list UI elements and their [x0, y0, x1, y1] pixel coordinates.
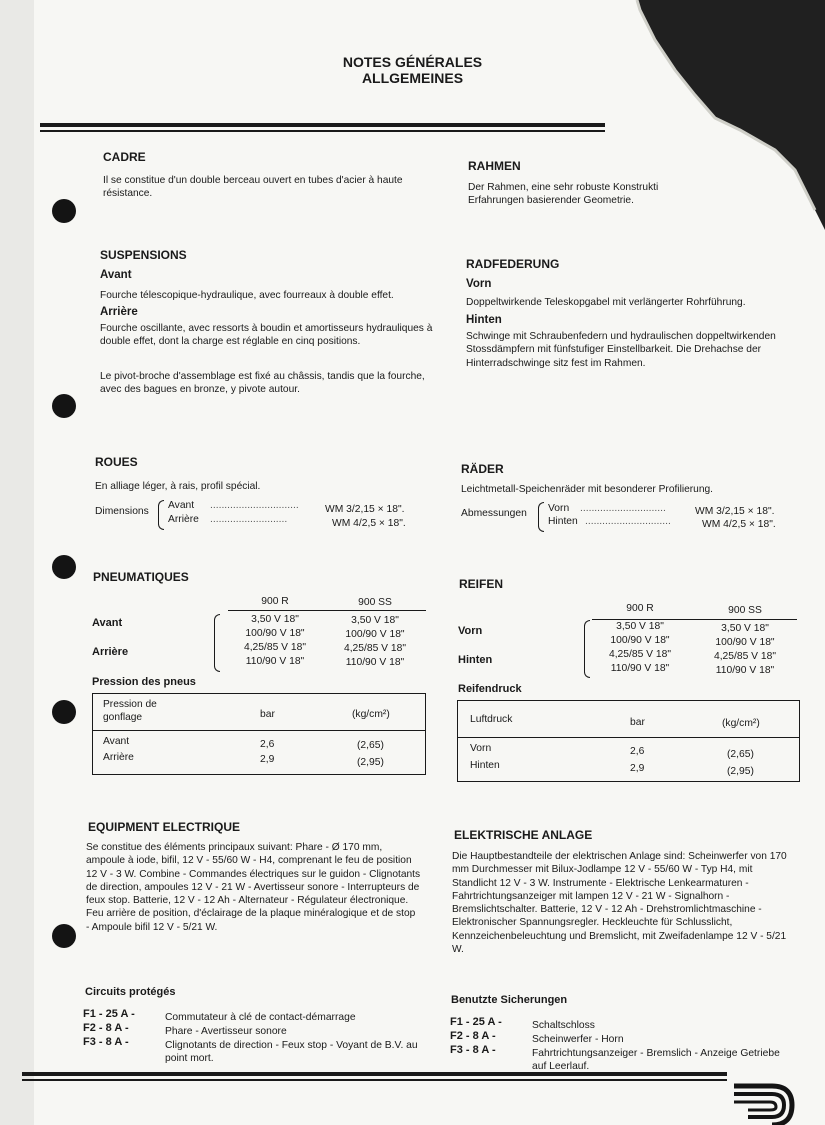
- fuse-code: F3 - 8 A -: [83, 1036, 129, 1048]
- suspension-rear-text: Fourche oscillante, avec ressorts à boudin et amortisseurs hydrauliques à double effet, dont la charge est réglable en cinq positions.: [100, 323, 433, 348]
- section-heading-radfederung: RADFEDERUNG: [466, 257, 560, 271]
- pressure-row-kg: (2,65): [357, 740, 384, 751]
- tyre-size-900ss: 3,50 V 18": [721, 623, 769, 634]
- tyre-col-900ss: 900 SS: [728, 605, 762, 616]
- binder-hole: [52, 394, 76, 418]
- pressure-heading: Reifendruck: [458, 683, 522, 695]
- section-heading-rahmen: RAHMEN: [468, 159, 521, 173]
- roues-text: En alliage léger, à rais, profil spécial.: [95, 481, 261, 492]
- fuse-desc: Fahrtrichtungsanzeiger - Bremslich - Anzeige Getriebe auf Leerlauf.: [532, 1048, 780, 1072]
- raeder-text: Leichtmetall-Speichenräder mit besonderer Profilierung.: [461, 484, 713, 495]
- rahmen-text: Der Rahmen, eine sehr robuste Konstrukti Erfahrungen basierender Geometrie.: [468, 182, 659, 207]
- tyre-size-900r: 3,50 V 18": [251, 614, 299, 625]
- fuse-code: F1 - 25 A -: [450, 1016, 502, 1028]
- pressure-row-label: Vorn: [470, 743, 492, 754]
- pressure-col-label: Pression de gonflage: [103, 699, 157, 724]
- fuse-desc: Scheinwerfer - Horn: [532, 1034, 624, 1045]
- roues-dimensions-label: Dimensions: [95, 506, 149, 517]
- fuse-heading: Circuits protégés: [85, 986, 176, 998]
- fuse-desc: Commutateur à clé de contact-démarrage: [165, 1012, 356, 1023]
- fuse-desc: Clignotants de direction - Feux stop - Voyant de B.V. au point mort.: [165, 1040, 418, 1064]
- footer-rule: [22, 1079, 727, 1081]
- binder-hole: [52, 199, 76, 223]
- section-heading-roues: ROUES: [95, 455, 138, 469]
- cadre-text: Il se constitue d'un double berceau ouvert en tubes d'acier à haute résistance.: [103, 175, 403, 200]
- brace: [214, 614, 220, 672]
- raeder-row-label: Hinten: [548, 516, 578, 527]
- pressure-row-label: Avant: [103, 736, 130, 747]
- tyre-size-900r: 3,50 V 18": [616, 621, 664, 632]
- table-rule: [457, 737, 800, 738]
- tyre-size-900r: 100/90 V 18": [610, 635, 670, 646]
- suspension-rear-label: Arrière: [100, 306, 138, 318]
- tyre-size-900ss: 100/90 V 18": [345, 629, 405, 640]
- section-heading-raeder: RÄDER: [461, 462, 504, 476]
- section-heading-equipment-electrique: EQUIPMENT ELECTRIQUE: [88, 820, 241, 834]
- pressure-col-bar: bar: [630, 717, 645, 728]
- raeder-row-value: WM 4/2,5 × 18".: [702, 519, 776, 530]
- pressure-col-kg: (kg/cm²): [352, 709, 390, 720]
- section-heading-suspensions: SUSPENSIONS: [100, 248, 187, 262]
- dot-leader: ...............................: [210, 500, 299, 511]
- pressure-row-bar: 2,6: [630, 746, 645, 757]
- roues-row-value: WM 3/2,15 × 18".: [325, 504, 405, 515]
- brace: [538, 502, 544, 532]
- tyre-size-900ss: 4,25/85 V 18": [343, 643, 407, 654]
- binder-hole: [52, 555, 76, 579]
- tyre-row-label: Avant: [92, 617, 123, 629]
- elec-text-de: Die Hauptbestandteile der elektrischen Anlage sind: Scheinwerfer von 170 mm Durchmesser mit Bilux-Jodlampe 12 V - 55/60 W - Typ H4, mit Standlicht 12 V - 3 W. Instrumente - Elektrische Lenkearmaturen - Fahrtrichtungsanzeiger mit lampen 12 V - 21 W - Signalhorn - Bremslichtschalter. Batterie, 12 V - 12 Ah - Drehstromlichtmaschine - Elektronischer Spannungsregler. Heckleuchte für Schlusslicht, Kennzeichenbeleuchtung und Bremslicht, mit Zweifadenlampe 12 V - 5/21 W.: [452, 851, 787, 956]
- dot-leader: ..............................: [585, 516, 671, 527]
- section-heading-pneumatiques: PNEUMATIQUES: [93, 570, 189, 584]
- brace: [158, 500, 164, 530]
- footer-rule: [22, 1072, 727, 1076]
- pressure-col-label: Luftdruck: [470, 714, 513, 725]
- fuse-heading: Benutzte Sicherungen: [451, 994, 568, 1006]
- header-rule: [40, 123, 605, 127]
- brand-logo-icon: [728, 1080, 798, 1125]
- table-rule: [92, 730, 426, 731]
- section-heading-cadre: CADRE: [103, 150, 146, 164]
- pressure-row-label: Hinten: [470, 760, 500, 771]
- radfederung-rear-text: Schwinge mit Schraubenfedern und hydraulischen doppeltwirkenden Stossdämpfern mit fünfstufiger Einstellbarkeit. Die Drehachse der Hinterradschwinge sitz fest im Rahmen.: [466, 331, 776, 369]
- tyre-col-900ss: 900 SS: [358, 597, 392, 608]
- tyre-size-900ss: 3,50 V 18": [351, 615, 399, 626]
- header-rule: [40, 130, 605, 132]
- fuse-code: F1 - 25 A -: [83, 1008, 135, 1020]
- tyre-size-900ss: 110/90 V 18": [715, 665, 775, 676]
- tyre-size-900ss: 110/90 V 18": [345, 657, 405, 668]
- fuse-desc: Phare - Avertisseur sonore: [165, 1026, 287, 1037]
- pressure-row-kg: (2,95): [357, 757, 384, 768]
- suspension-pivot-text: Le pivot-broche d'assemblage est fixé au châssis, tandis que la fourche, avec des bagues en bronze, y pivote autour.: [100, 371, 425, 396]
- radfederung-front-text: Doppeltwirkende Teleskopgabel mit verlängerter Rohrführung.: [466, 297, 746, 308]
- table-rule: [228, 610, 426, 611]
- fuse-code: F3 - 8 A -: [450, 1044, 496, 1056]
- pressure-row-bar: 2,6: [260, 739, 275, 750]
- raeder-dimensions-label: Abmessungen: [461, 508, 527, 519]
- tyre-size-900r: 110/90 V 18": [245, 656, 305, 667]
- binder-hole: [52, 924, 76, 948]
- fuse-desc: Schaltschloss: [532, 1020, 595, 1031]
- pressure-row-label: Arrière: [103, 752, 134, 763]
- pressure-row-bar: 2,9: [630, 763, 645, 774]
- fuse-code: F2 - 8 A -: [83, 1022, 129, 1034]
- tyre-size-900r: 100/90 V 18": [245, 628, 305, 639]
- tyre-row-label: Arrière: [92, 646, 129, 658]
- pressure-row-kg: (2,95): [727, 766, 754, 777]
- tyre-col-900r: 900 R: [261, 596, 289, 607]
- tyre-size-900ss: 100/90 V 18": [715, 637, 775, 648]
- raeder-row-label: Vorn: [548, 503, 570, 514]
- tyre-row-label: Vorn: [458, 625, 483, 637]
- section-heading-reifen: REIFEN: [459, 577, 504, 591]
- dot-leader: ...........................: [210, 514, 288, 525]
- binder-hole: [52, 700, 76, 724]
- fuse-code: F2 - 8 A -: [450, 1030, 496, 1042]
- pressure-heading: Pression des pneus: [92, 676, 196, 688]
- tyre-row-label: Hinten: [458, 654, 493, 666]
- elec-text-fr: Se constitue des éléments principaux suivant: Phare - Ø 170 mm, ampoule à iode, bifil, 12 V - 55/60 W - H4, comprenant le feu de position 12 V - 3 W. Combine - Commandes électriques sur le guidon - Clignotants de direction, ampoules 12 V - 21 W - Avertisseur sonore - Interrupteurs de feux stop. Batterie, 12 V - 12 Ah - Alternateur - Régulateur électronique. Feu arrière de position, d'éclairage de la plaque minéralogique et de stop - Ampoule bifil 12 V - 5/21 W.: [86, 842, 421, 933]
- tyre-size-900r: 4,25/85 V 18": [243, 642, 307, 653]
- radfederung-rear-label: Hinten: [466, 314, 502, 326]
- roues-row-value: WM 4/2,5 × 18".: [332, 518, 406, 529]
- page-title-fr: NOTES GÉNÉRALES: [342, 54, 483, 70]
- table-rule: [592, 619, 797, 620]
- fuse-list-de: [450, 1016, 795, 1076]
- pressure-col-bar: bar: [260, 709, 275, 720]
- tyre-size-900r: 110/90 V 18": [610, 663, 670, 674]
- dot-leader: ..............................: [580, 503, 666, 514]
- roues-row-label: Arrière: [168, 514, 199, 525]
- suspension-front-label: Avant: [100, 269, 132, 281]
- roues-row-label: Avant: [168, 500, 195, 511]
- radfederung-front-label: Vorn: [466, 278, 492, 290]
- suspension-front-text: Fourche télescopique-hydraulique, avec fourreaux à double effet.: [100, 290, 394, 301]
- tyre-col-900r: 900 R: [626, 603, 654, 614]
- tyre-size-900ss: 4,25/85 V 18": [713, 651, 777, 662]
- pressure-row-kg: (2,65): [727, 749, 754, 760]
- pressure-col-kg: (kg/cm²): [722, 718, 760, 729]
- pressure-row-bar: 2,9: [260, 754, 275, 765]
- section-heading-elektrische-anlage: ELEKTRISCHE ANLAGE: [454, 828, 593, 842]
- raeder-row-value: WM 3/2,15 × 18".: [695, 506, 775, 517]
- page-title-de: ALLGEMEINES: [361, 70, 464, 86]
- tyre-size-900r: 4,25/85 V 18": [608, 649, 672, 660]
